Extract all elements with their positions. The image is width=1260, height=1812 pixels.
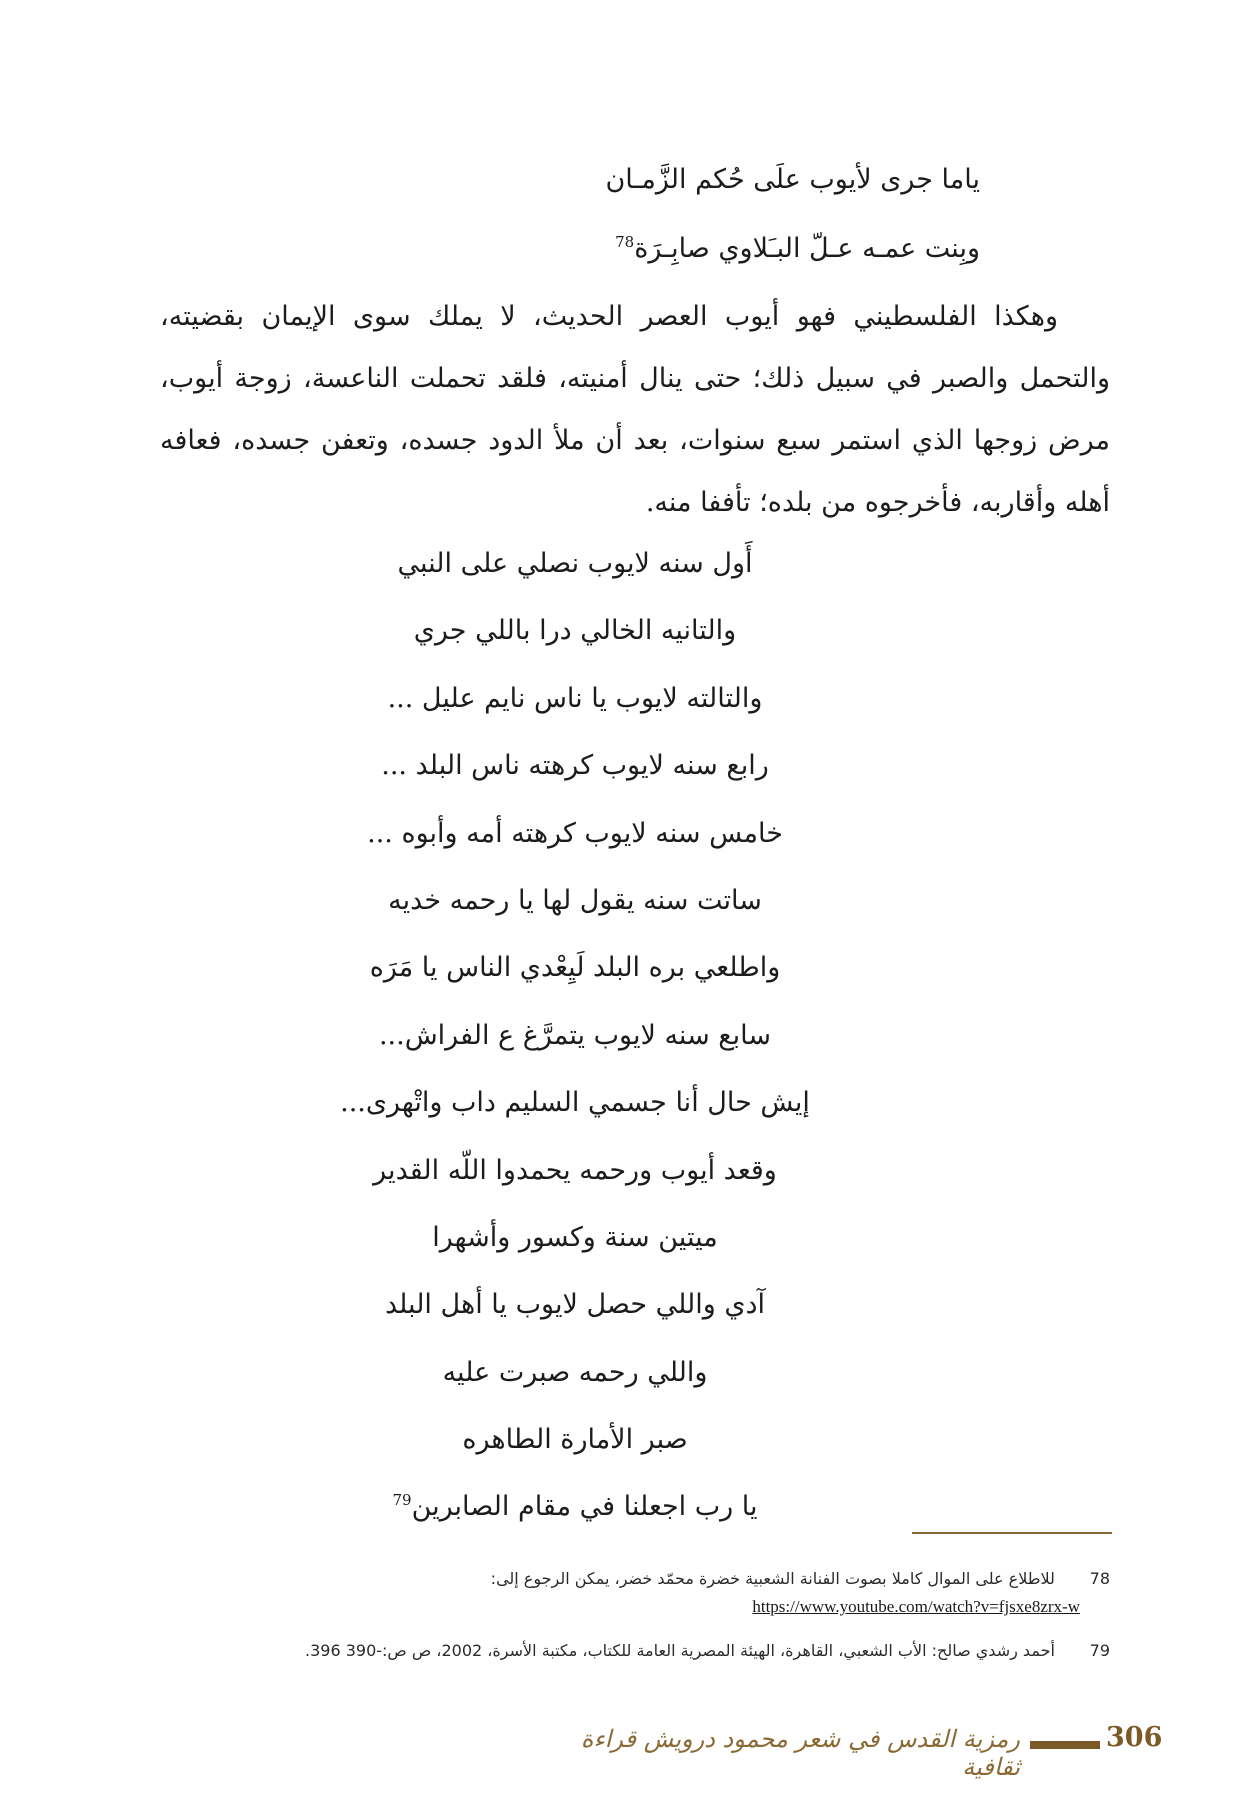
poem-line: ساتت سنه يقول لها يا رحمه خديه [388,884,762,916]
intro-verse-line-1: ياما جرى لأيوب علَى حُكم الزَّمـان [605,164,980,195]
footnote-79 [160,1638,1110,1664]
intro-verse-line-2-text: وبِنت عمـه عـلّ البـَلاوي صابِـرَة [634,233,980,264]
footnote-separator [912,1532,1112,1534]
running-footer-title: رمزية القدس في شعر محمود درويش قراءة ثقافية [580,1725,1020,1781]
poem [160,530,1110,1541]
poem-line: صبر الأمارة الطاهره [462,1424,688,1456]
intro-verse-line-2 [420,222,980,284]
body-paragraph [160,286,1110,534]
poem-line: ميتين سنة وكسور وأشهرا [432,1221,718,1253]
paragraph-text: وهكذا الفلسطيني فهو أيوب العصر الحديث، لا يملك سوى الإيمان بقضيته، والتحمل والصبر في سبيل ذلك؛ حتى ينال أمنيته، فلقد تحملت الناعسة، زوجة أيوب، مرض زوجها الذي استمر سبع سنوات، بعد أن ملأ الدود جسده، وتعفن جسده، فعافه أهله وأقاربه، فأخرجوه من بلده؛ تأففا منه. [160,301,1110,518]
poem-line-last [160,1473,1110,1540]
footer-decorative-bar [1030,1741,1100,1749]
footnote-ref-79[interactable]: 79 [392,1491,412,1510]
poem-last-line-text: يا رب اجعلنا في مقام الصابرين [411,1491,758,1523]
intro-verse [420,160,980,284]
poem-line: أَول سنه لايوب نصلي على النبي [397,548,753,579]
poem-line: آدي واللي حصل لايوب يا أهل البلد [384,1289,766,1321]
poem-line: سابع سنه لايوب يتمرَّغ ع الفراش... [378,1019,772,1051]
footnote-text: أحمد رشدي صالح: الأب الشعبي، القاهرة، الهيئة المصرية العامة للكتاب، مكتبة الأسرة، 2002، ص ص:-390 396. [304,1641,1055,1660]
poem-line: رابع سنه لايوب كرهته ناس البلد ... [381,750,769,782]
poem-line: وقعد أيوب ورحمه يحمدوا اللّه القدير [373,1154,777,1186]
poem-line: والتانيه الخالي درا باللي جري [413,615,737,647]
poem-line: إيش حال أنا جسمي السليم داب واتْهرى... [340,1087,810,1119]
poem-line: واللي رحمه صبرت عليه [442,1356,708,1388]
poem-line: واطلعي بره البلد لَيِعْدي الناس يا مَرَه [369,952,781,984]
footnote-text: للاطلاع على الموال كاملا بصوت الفنانة الشعبية خضرة محمّد خضر، يمكن الرجوع إلى: [490,1569,1055,1588]
footnote-number: 78 [1089,1569,1110,1588]
footnote-number: 79 [1089,1641,1110,1660]
poem-line: والتالته لايوب يا ناس نايم عليل ... [387,682,763,714]
footnote-78 [160,1566,1110,1592]
poem-line: خامس سنه لايوب كرهته أمه وأبوه ... [367,817,783,849]
footnote-78-link[interactable]: https://www.youtube.com/watch?v=fjsxe8zrx-w [752,1597,1080,1616]
footnote-ref-78[interactable]: 78 [615,233,635,251]
page-number: 306 [1106,1722,1163,1753]
